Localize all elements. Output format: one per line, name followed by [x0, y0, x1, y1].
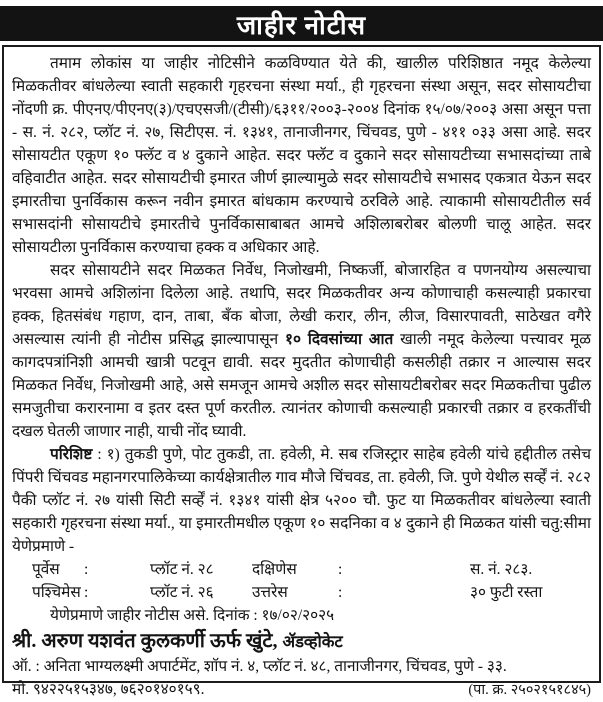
- closing-date-line: [12, 604, 591, 627]
- advocate-name-line: [12, 628, 591, 655]
- advocate-office-address: [12, 655, 591, 678]
- boundary-colon: :: [338, 584, 343, 601]
- office-address-text: ऑ. : अनिता भाग्यलक्ष्मी अपार्टमेंट, शॉप नं. ४, प्लॉट नं. ४८, तानाजीनगर, चिंचवड, पुणे - ३३.: [12, 658, 507, 675]
- encumbrance-deadline-bold: १० दिवसांच्या आत: [284, 331, 394, 348]
- boundary-dir-north: उत्तरेस: [252, 584, 288, 601]
- boundary-colon: :: [338, 561, 343, 578]
- boundary-value-west: प्लॉट नं. २६: [150, 584, 214, 601]
- schedule-separator: :: [92, 446, 107, 463]
- notice-title: जाहीर नोटीस: [236, 10, 367, 40]
- notice-title-bar: [0, 6, 603, 41]
- paragraph-schedule: [12, 443, 591, 558]
- boundary-dir-east: पूर्वेस: [32, 561, 60, 578]
- schedule-text: १) तुकडी पुणे, पोट तुकडी, ता. हवेली, मे. सब रजिस्ट्रार साहेब हवेली यांचे हद्दीतील तसेच पिंपरी चिंचवड महानगरपालिकेच्या कार्यक्षेत्रातील गाव मौजे चिंचवड, ता. हवेली, जि. पुणे येथील सर्व्हें नं. २८२ पैकी प्लॉट नं. २७ यांसी सिटी सर्व्हें नं. १३४१ यांसी क्षेत्र ५२०० चौ. फुट या मिळकतीवर बांधलेल्या स्वाती सहकारी गृहरचना संस्था मर्या., या इमारतीमधील एकूण १० सदनिका व ४ दुकाने ही मिळकत यांसी चतु:सीमा येणेप्रमाणे -: [12, 446, 591, 555]
- boundary-value-east: प्लॉट नं. २८: [150, 561, 214, 578]
- boundary-row-west-north: [12, 581, 591, 604]
- schedule-label: परिशिष्ट: [50, 446, 93, 463]
- boundary-colon: :: [84, 584, 89, 601]
- closing-text: येणेप्रमाणे जाहीर नोटीस असे. दिनांक : १७/०२/२०२५: [50, 607, 335, 624]
- advocate-mobile-numbers: मो. ९४२२५१५३४७, ७६२०१४०१५९.: [12, 681, 205, 698]
- encumbrance-text-post: खाली नमूद केलेल्या पत्त्यावर मूळ कागदपत्रांनिशी आमची खात्री पटवून द्यावी. सदर मुदतीत कोणाचीही कसलीही तक्रार न आल्यास सदर मिळकत निर्वेध, निजोखमी आहे, असे समजून आमचे अशील सदर सोसायटीबरोबर सदर मिळकतीचा पुढील समजुतीचा करारनामा व इतर दस्त पूर्ण करतील. त्यानंतर कोणाची कसल्याही प्रकारची तक्रार व हरकतींची दखल घेतली जाणार नाही, याची नोंद घ्यावी.: [12, 331, 591, 440]
- encumbrance-text-pre: सदर सोसायटीने सदर मिळकत निर्वेध, निजोखमी, निष्कर्जी, बोजारहित व पणनयोग्य असल्याचा भरवसा आमचे अशिलांना दिलेला आहे. तथापि, सदर मिळकतीवर अन्य कोणाचाही कसल्याही प्रकारचा हक्क, हितसंबंध गहाण, दान, ताबा, बँक बोजा, लेखी करार, लीन, लीज, विसारपावती, साठेखत वगैरे असल्यास त्यांनी ही नोटीस प्रसिद्ध झाल्यापासून: [12, 262, 591, 348]
- paragraph-intro: [12, 52, 591, 259]
- boundary-dir-south: दक्षिणेस: [252, 561, 297, 578]
- boundary-value-north: ३० फुटी रस्ता: [470, 584, 543, 601]
- boundary-value-south: स. नं. २८३.: [470, 561, 533, 578]
- boundary-colon: :: [84, 561, 89, 578]
- boundary-dir-west: पश्चिमेस: [32, 584, 81, 601]
- paragraph-encumbrance: [12, 259, 591, 443]
- advocate-contact-line: [12, 678, 591, 702]
- paragraph-intro-text: तमाम लोकांस या जाहीर नोटिसीने कळविण्यात येते की, खालील परिशिष्ठात नमूद केलेल्या मिळकतीवर बांधलेल्या स्वाती सहकारी गृहरचना संस्था मर्या., ही गृहरचना संस्था असून, सदर सोसायटीचा नोंदणी क्र. पीएनए/पीएनए(३)/एचएसजी/(टीसी)/६३११/२००३-२००४ दिनांक १५/०७/२००३ असा असून पत्ता - स. नं. २८२, प्लॉट नं. २७, सिटीएस. नं. १३४१, तानाजीनगर, चिंचवड, पुणे - ४११ ०३३ असा आहे. सदर सोसायटीत एकूण १० फ्लॅट व ४ दुकाने आहेत. सदर फ्लॅट व दुकाने सदर सोसायटीच्या सभासदांच्या ताबे वहिवाटीत आहेत. सदर सोसायटीची इमारत जीर्ण झाल्यामुळे सदर सोसायटीचे सभासद एकत्रात येऊन सदर इमारतीचा पुनर्विकास करून नवीन इमारत बांधकाम करण्याचे ठरविले आहे. त्याकामी सोसायटीतील सर्व सभासदांनी सोसायटीचे इमारतीचे पुनर्विकासाबाबत आमचे अशिलाबरोबर बोलणी चालू आहेत. सदर सोसायटीला पुनर्विकास करण्याचा हक्क व अधिकार आहे.: [12, 55, 591, 256]
- postal-ref-number: (पा. क्र. २५०२१५१८४५): [468, 682, 591, 698]
- public-notice-page: [0, 6, 603, 698]
- advocate-designation: ॲडव्होकेट: [282, 632, 343, 651]
- advocate-name: श्री. अरुण यशवंत कुलकर्णी ऊर्फ खुंटे,: [12, 630, 283, 652]
- notice-body: [2, 45, 601, 698]
- boundary-row-east-south: [12, 558, 591, 581]
